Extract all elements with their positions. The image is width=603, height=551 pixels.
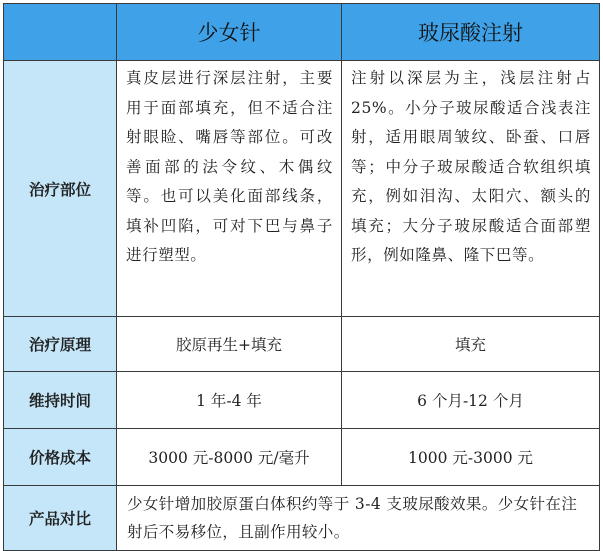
table-row-comparison <box>4 486 600 551</box>
table-row-duration <box>4 372 600 429</box>
row-label-treatment-area: 治疗部位 <box>4 61 117 317</box>
table-row-principle <box>4 317 600 372</box>
cell-cost-col2: 1000 元-3000 元 <box>342 429 600 486</box>
row-label-comparison: 产品对比 <box>4 486 117 551</box>
header-row <box>4 4 600 61</box>
cell-comparison-merged: 少女针增加胶原蛋白体积约等于 3-4 支玻尿酸效果。少女针在注射后不易移位，且副作用较小。 <box>117 486 600 551</box>
header-corner-cell <box>4 4 117 61</box>
cell-cost-col1: 3000 元-8000 元/毫升 <box>117 429 342 486</box>
comparison-table <box>3 3 600 551</box>
table-row-treatment-area <box>4 61 600 317</box>
cell-treatment-area-col2: 注射以深层为主，浅层注射占25%。小分子玻尿酸适合浅表注射，适用眼周皱纹、卧蚕、口唇等；中分子玻尿酸适合软组织填充，例如泪沟、太阳穴、额头的填充；大分子玻尿酸适合面部塑形，例如隆鼻、隆下巴等。 <box>342 61 600 317</box>
header-col2: 玻尿酸注射 <box>342 4 600 61</box>
row-label-principle: 治疗原理 <box>4 317 117 372</box>
cell-treatment-area-col1: 真皮层进行深层注射，主要用于面部填充，但不适合注射眼睑、嘴唇等部位。可改善面部的法令纹、木偶纹等。也可以美化面部线条，填补凹陷，可对下巴与鼻子进行塑型。 <box>117 61 342 317</box>
table-row-cost <box>4 429 600 486</box>
header-col1: 少女针 <box>117 4 342 61</box>
cell-duration-col1: 1 年-4 年 <box>117 372 342 429</box>
cell-duration-col2: 6 个月-12 个月 <box>342 372 600 429</box>
cell-principle-col2: 填充 <box>342 317 600 372</box>
row-label-cost: 价格成本 <box>4 429 117 486</box>
row-label-duration: 维持时间 <box>4 372 117 429</box>
cell-principle-col1: 胶原再生+填充 <box>117 317 342 372</box>
